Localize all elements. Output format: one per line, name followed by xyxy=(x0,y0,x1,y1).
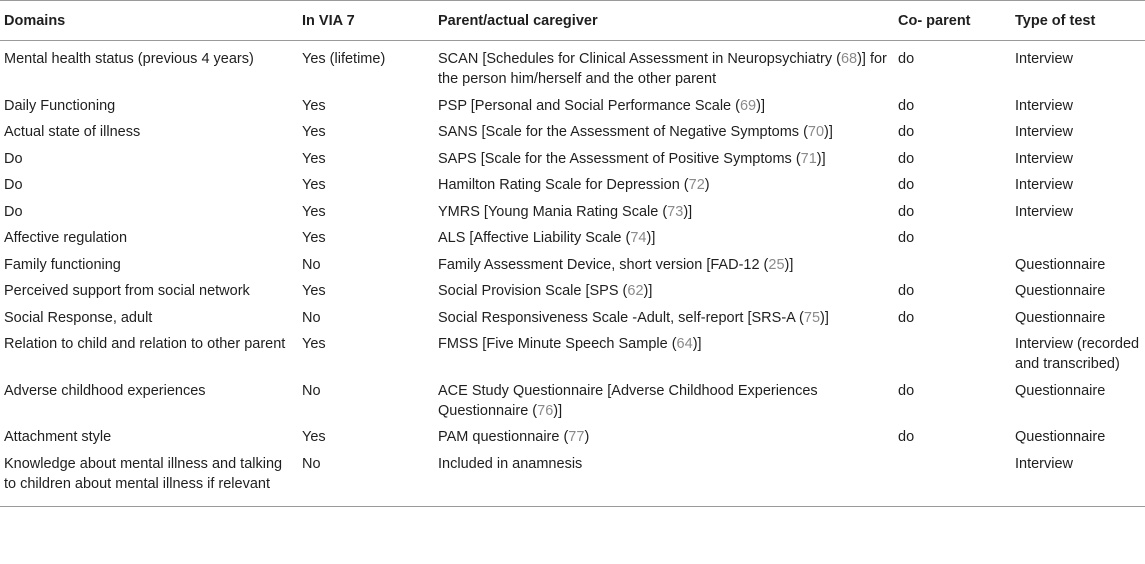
table-row xyxy=(0,119,1145,146)
table-row xyxy=(0,93,1145,120)
cell-caregiver xyxy=(434,146,894,173)
caregiver-text: )] xyxy=(784,256,794,273)
cell-type-of-test: Interview xyxy=(1015,177,1074,193)
cell-coparent: do xyxy=(898,309,915,326)
reference-link[interactable]: 76 xyxy=(537,402,554,419)
reference-link[interactable]: 74 xyxy=(630,230,647,246)
cell-caregiver xyxy=(434,278,894,305)
cell-type-of-test: Questionnaire xyxy=(1015,309,1106,326)
reference-link[interactable]: 68 xyxy=(840,51,858,67)
caregiver-text: )] xyxy=(756,97,765,114)
cell-domain: Relation to child and relation to other parent xyxy=(4,336,286,352)
reference-link[interactable]: 69 xyxy=(739,97,757,114)
cell-coparent xyxy=(894,252,1011,279)
cell-caregiver xyxy=(434,331,894,378)
table-row xyxy=(0,225,1145,252)
reference-link[interactable]: 25 xyxy=(768,256,785,273)
cell-caregiver xyxy=(434,424,894,451)
caregiver-text: Family Assessment Device, short version [FAD-12 ( xyxy=(438,256,769,273)
cell-coparent xyxy=(894,331,1011,378)
reference-link[interactable]: 64 xyxy=(676,336,693,352)
reference-link[interactable]: 77 xyxy=(568,429,585,445)
caregiver-text: FMSS [Five Minute Speech Sample ( xyxy=(438,336,677,352)
table-row xyxy=(0,252,1145,279)
cell-in-via7: No xyxy=(302,256,321,273)
caregiver-text: Included in anamnesis xyxy=(438,455,583,472)
cell-type-of-test: Interview xyxy=(1015,51,1074,67)
table-row xyxy=(0,451,1145,507)
header-caregiver: Parent/actual caregiver xyxy=(434,1,894,41)
reference-link[interactable]: 75 xyxy=(803,309,821,326)
cell-caregiver xyxy=(434,199,894,226)
caregiver-text: PAM questionnaire ( xyxy=(438,429,569,445)
cell-domain: Family functioning xyxy=(4,256,121,273)
header-row xyxy=(0,1,1145,41)
table-row xyxy=(0,278,1145,305)
cell-domain: Perceived support from social network xyxy=(4,283,250,299)
reference-link[interactable]: 62 xyxy=(627,283,644,299)
table-row xyxy=(0,331,1145,378)
caregiver-text: ALS [Affective Liability Scale ( xyxy=(438,230,631,246)
table-row xyxy=(0,41,1145,93)
caregiver-text: )] xyxy=(816,150,826,167)
cell-coparent: do xyxy=(898,97,915,114)
cell-type-of-test: Interview xyxy=(1015,150,1074,167)
cell-caregiver xyxy=(434,305,894,332)
cell-in-via7: Yes xyxy=(302,283,326,299)
cell-domain: Social Response, adult xyxy=(4,309,153,326)
cell-domain: Do xyxy=(4,177,23,193)
table-row xyxy=(0,424,1145,451)
cell-in-via7: Yes xyxy=(302,124,326,140)
cell-in-via7: No xyxy=(302,309,321,326)
cell-caregiver xyxy=(434,119,894,146)
cell-domain: Do xyxy=(4,203,23,220)
cell-in-via7: Yes xyxy=(302,150,326,167)
cell-in-via7: Yes xyxy=(302,336,326,352)
caregiver-text: ACE Study Questionnaire [Adverse Childhood Experiences Questionnaire ( xyxy=(438,382,818,419)
cell-in-via7: Yes xyxy=(302,230,326,246)
table-row xyxy=(0,146,1145,173)
cell-type-of-test: Interview xyxy=(1015,97,1074,114)
caregiver-text: )] xyxy=(643,283,653,299)
table-row xyxy=(0,172,1145,199)
cell-domain: Adverse childhood experiences xyxy=(4,382,206,399)
cell-coparent: do xyxy=(898,51,915,67)
cell-in-via7: Yes (lifetime) xyxy=(302,51,386,67)
cell-caregiver xyxy=(434,93,894,120)
cell-coparent: do xyxy=(898,283,915,299)
caregiver-text: PSP [Personal and Social Performance Scale ( xyxy=(438,97,740,114)
cell-caregiver xyxy=(434,451,894,507)
cell-domain: Daily Functioning xyxy=(4,97,116,114)
cell-domain: Attachment style xyxy=(4,429,112,445)
reference-link[interactable]: 72 xyxy=(688,177,705,193)
cell-type-of-test: Interview xyxy=(1011,451,1145,507)
caregiver-text: SCAN [Schedules for Clinical Assessment in Neuropsychiatry ( xyxy=(438,51,841,67)
cell-type-of-test: Questionnaire xyxy=(1015,429,1106,445)
table-row xyxy=(0,378,1145,425)
cell-type-of-test: Interview (recorded and transcribed) xyxy=(1015,336,1140,372)
caregiver-text: SANS [Scale for the Assessment of Negative Symptoms ( xyxy=(438,124,808,140)
header-in-via7: In VIA 7 xyxy=(298,1,434,41)
cell-type-of-test: Questionnaire xyxy=(1015,256,1106,273)
header-domains: Domains xyxy=(0,1,298,41)
cell-type-of-test: Interview xyxy=(1015,124,1074,140)
caregiver-text: ) xyxy=(704,177,710,193)
caregiver-text: )] xyxy=(824,124,833,140)
caregiver-text: )] xyxy=(683,203,693,220)
cell-caregiver xyxy=(434,41,894,93)
cell-type-of-test xyxy=(1011,225,1145,252)
reference-link[interactable]: 71 xyxy=(800,150,817,167)
cell-coparent xyxy=(894,451,1011,507)
table-row xyxy=(0,305,1145,332)
reference-link[interactable]: 70 xyxy=(807,124,825,140)
caregiver-text: SAPS [Scale for the Assessment of Positive Symptoms ( xyxy=(438,150,801,167)
cell-coparent: do xyxy=(898,429,915,445)
cell-coparent: do xyxy=(898,230,915,246)
caregiver-text: YMRS [Young Mania Rating Scale ( xyxy=(438,203,668,220)
caregiver-text: )] xyxy=(820,309,829,326)
cell-domain: Do xyxy=(4,150,23,167)
table-body xyxy=(0,41,1145,507)
cell-type-of-test: Questionnaire xyxy=(1015,283,1106,299)
cell-type-of-test: Questionnaire xyxy=(1015,382,1106,399)
cell-in-via7: No xyxy=(302,382,321,399)
cell-in-via7: Yes xyxy=(302,97,326,114)
caregiver-text: )] xyxy=(553,402,563,419)
caregiver-text: )] for the person him/herself and the other parent xyxy=(438,51,887,87)
caregiver-text: ) xyxy=(584,429,590,445)
caregiver-text: Social Responsiveness Scale -Adult, self-report [SRS-A ( xyxy=(438,309,804,326)
cell-in-via7: Yes xyxy=(302,177,326,193)
caregiver-text: Social Provision Scale [SPS ( xyxy=(438,283,628,299)
cell-coparent: do xyxy=(898,150,915,167)
cell-coparent: do xyxy=(898,203,915,220)
cell-coparent: do xyxy=(898,382,915,399)
cell-domain: Actual state of illness xyxy=(4,124,141,140)
cell-coparent: do xyxy=(898,124,915,140)
cell-coparent: do xyxy=(898,177,915,193)
caregiver-text: Hamilton Rating Scale for Depression ( xyxy=(438,177,689,193)
table-header xyxy=(0,1,1145,41)
cell-domain: Mental health status (previous 4 years) xyxy=(4,51,254,67)
cell-caregiver xyxy=(434,225,894,252)
header-type-of-test: Type of test xyxy=(1011,1,1145,41)
cell-caregiver xyxy=(434,378,894,425)
reference-link[interactable]: 73 xyxy=(667,203,684,220)
table-row xyxy=(0,199,1145,226)
cell-in-via7: Yes xyxy=(302,429,326,445)
cell-domain: Knowledge about mental illness and talking to children about mental illness if relevant xyxy=(0,451,298,507)
caregiver-text: )] xyxy=(692,336,702,352)
cell-in-via7: Yes xyxy=(302,203,326,220)
cell-in-via7: No xyxy=(298,451,434,507)
cell-domain: Affective regulation xyxy=(4,230,128,246)
cell-caregiver xyxy=(434,172,894,199)
header-coparent: Co- parent xyxy=(894,1,1011,41)
cell-caregiver xyxy=(434,252,894,279)
caregiver-text: )] xyxy=(646,230,656,246)
cell-type-of-test: Interview xyxy=(1015,203,1074,220)
